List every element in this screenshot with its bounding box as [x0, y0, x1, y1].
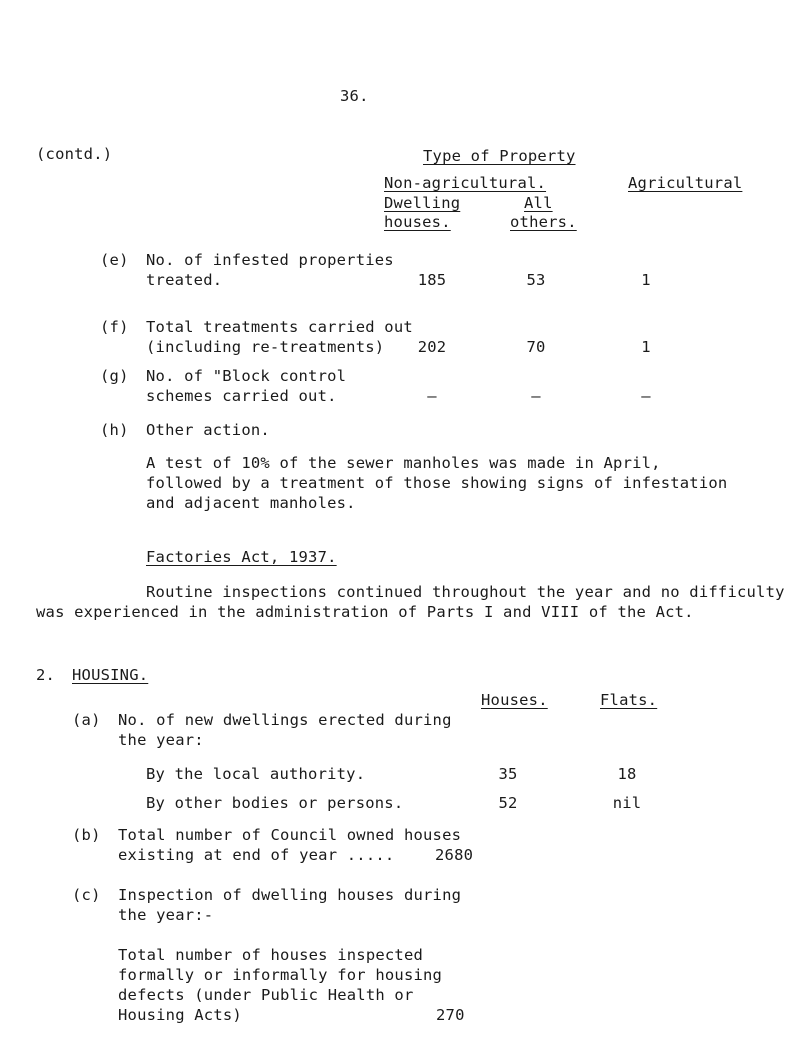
row-e-agricultural-value: 1 — [641, 271, 651, 289]
housing-c-label: (c) — [72, 886, 101, 904]
row-f-others-value: 70 — [526, 338, 546, 356]
housing-c-sub-line: Housing Acts) — [118, 1006, 242, 1024]
housing-heading: HOUSING. — [72, 666, 149, 684]
row-h-text: Other action. — [146, 421, 270, 439]
factories-heading: Factories Act, 1937. — [146, 548, 337, 566]
row-e-text-cont: treated. — [146, 271, 223, 289]
housing-c-sub-line: formally or informally for housing — [118, 966, 443, 984]
property-type-heading: Type of Property — [423, 147, 576, 165]
col-header-flats: Flats. — [600, 691, 658, 709]
col-header-houses: Houses. — [481, 691, 548, 709]
factories-line: was experienced in the administration of Parts I and VIII of the Act. — [36, 603, 694, 621]
row-e-label: (e) — [100, 251, 129, 269]
row-f-label: (f) — [100, 318, 129, 336]
col-header-agricultural: Agricultural — [628, 174, 743, 192]
housing-b-label: (b) — [72, 826, 101, 844]
row-f-agricultural-value: 1 — [641, 338, 651, 356]
housing-row-houses-value: 35 — [498, 765, 518, 783]
housing-c-sub-line: Total number of houses inspected — [118, 946, 424, 964]
housing-row-label: By the local authority. — [146, 765, 366, 783]
col-header-houses: houses. — [384, 213, 451, 231]
housing-c-value: 270 — [436, 1006, 465, 1024]
note-line: followed by a treatment of those showing signs of infestation — [146, 474, 728, 492]
housing-number: 2. — [36, 666, 56, 684]
housing-c-text-cont: the year:- — [118, 906, 214, 924]
housing-a-label: (a) — [72, 711, 101, 729]
row-g-text: No. of "Block control — [146, 367, 347, 385]
housing-b-text: Total number of Council owned houses — [118, 826, 462, 844]
row-g-label: (g) — [100, 367, 129, 385]
note-line: A test of 10% of the sewer manholes was made in April, — [146, 454, 661, 472]
housing-row-flats-value: 18 — [617, 765, 637, 783]
housing-row-label: By other bodies or persons. — [146, 794, 404, 812]
housing-c-sub-line: defects (under Public Health or — [118, 986, 414, 1004]
row-g-others-value: – — [531, 387, 541, 405]
housing-row-flats-value: nil — [612, 794, 642, 812]
col-header-non-agricultural: Non-agricultural. — [384, 174, 547, 192]
row-h-label: (h) — [100, 421, 129, 439]
row-e-text: No. of infested properties — [146, 251, 394, 269]
housing-a-text: No. of new dwellings erected during — [118, 711, 452, 729]
note-line: and adjacent manholes. — [146, 494, 356, 512]
housing-b-text-cont: existing at end of year ..... — [118, 846, 395, 864]
row-f-text: Total treatments carried out — [146, 318, 413, 336]
row-g-text-cont: schemes carried out. — [146, 387, 337, 405]
col-header-others: others. — [510, 213, 577, 231]
housing-a-text-cont: the year: — [118, 731, 204, 749]
housing-row-houses-value: 52 — [498, 794, 518, 812]
row-f-text-cont: (including re-treatments) — [146, 338, 385, 356]
page-number: 36. — [340, 87, 369, 105]
housing-b-value: 2680 — [435, 846, 474, 864]
row-f-dwelling-value: 202 — [417, 338, 447, 356]
housing-c-text: Inspection of dwelling houses during — [118, 886, 462, 904]
row-g-agricultural-value: – — [641, 387, 651, 405]
row-e-dwelling-value: 185 — [417, 271, 447, 289]
row-g-dwelling-value: – — [427, 387, 437, 405]
contd-label: (contd.) — [36, 145, 113, 163]
row-e-others-value: 53 — [526, 271, 546, 289]
factories-line: Routine inspections continued throughout the year and no difficulty — [146, 583, 785, 601]
col-header-all: All — [524, 194, 553, 212]
col-header-dwelling: Dwelling — [384, 194, 461, 212]
